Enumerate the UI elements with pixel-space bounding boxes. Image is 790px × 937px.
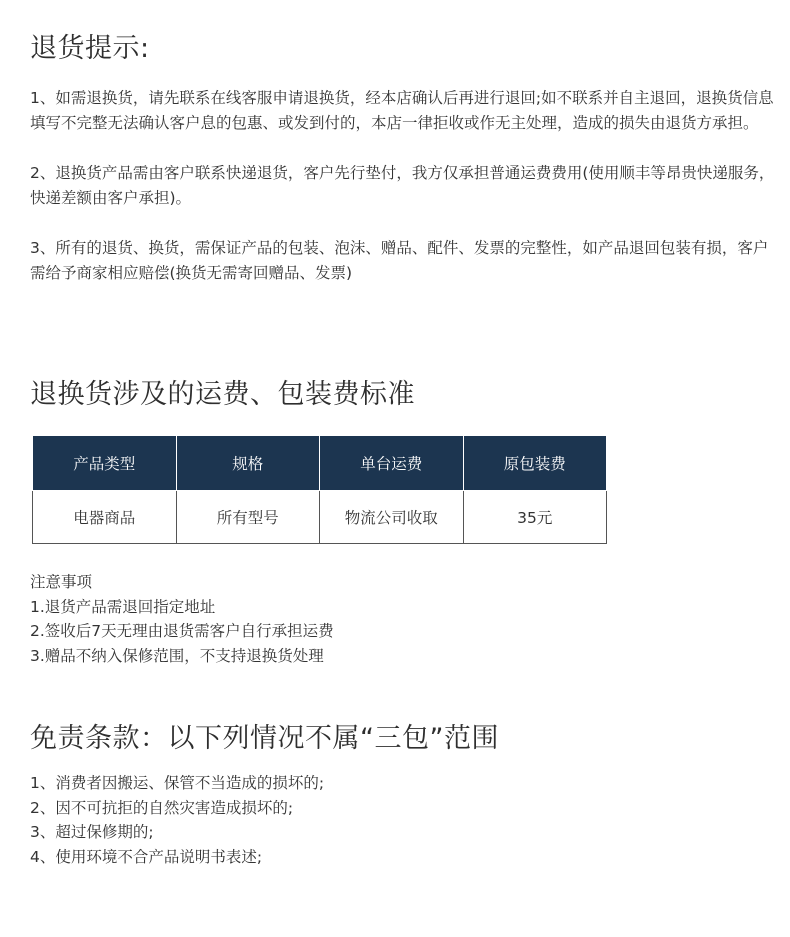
disclaimer-item-2: 2、因不可抗拒的自然灾害造成损坏的; — [30, 798, 294, 817]
table-row — [33, 491, 607, 544]
disclaimer-title: 免责条款：以下列情况不属“三包”范围 — [30, 723, 499, 754]
returns-text — [30, 86, 775, 286]
notes-item-3: 3.赠品不纳入保修范围，不支持退换货处理 — [30, 646, 324, 665]
fee-table — [32, 435, 607, 544]
cell-packaging: 35元 — [463, 491, 607, 544]
disclaimer-item-3: 3、超过保修期的; — [30, 823, 154, 841]
header-spec: 规格 — [176, 436, 320, 491]
notes-item-2: 2.签收后7天无理由退货需客户自行承担运费 — [30, 622, 334, 640]
header-shipping: 单台运费 — [320, 436, 464, 491]
notes-title: 注意事项 — [30, 573, 93, 591]
disclaimer-item-4: 4、使用环境不合产品说明书表述; — [30, 847, 263, 866]
fees-title: 退换货涉及的运费、包装费标准 — [30, 379, 415, 410]
returns-item-1: 1、如需退换货，请先联系在线客服申请退换货，经本店确认后再进行退回;如不联系并自主退回，退换货信息填写不完整无法确认客户息的包惠、或发到付的，本店一律拒收或作无主处理，造成的损失由退货方承担。 — [30, 89, 774, 132]
returns-item-3: 3、所有的退货、换货，需保证产品的包装、泡沫、赠品、配件、发票的完整性，如产品退回包装有损，客户需给予商家相应赔偿(换货无需寄回赠品、发票) — [30, 239, 769, 282]
disclaimer-item-1: 1、消费者因搬运、保管不当造成的损坏的; — [30, 774, 325, 792]
fee-table-header-row — [33, 436, 607, 491]
notes-section — [30, 570, 334, 668]
returns-title: 退货提示: — [30, 33, 150, 64]
notes-item-1: 1.退货产品需退回指定地址 — [30, 597, 216, 616]
returns-item-2: 2、退换货产品需由客户联系快递退货，客户先行垫付，我方仅承担普通运费费用(使用顺丰等昂贵快递服务，快递差额由客户承担)。 — [30, 164, 775, 207]
disclaimer-list — [30, 771, 324, 869]
cell-shipping: 物流公司收取 — [320, 491, 464, 544]
header-packaging: 原包装费 — [463, 436, 607, 491]
header-product-type: 产品类型 — [33, 436, 177, 491]
cell-spec: 所有型号 — [176, 491, 320, 544]
cell-product-type: 电器商品 — [33, 491, 177, 544]
